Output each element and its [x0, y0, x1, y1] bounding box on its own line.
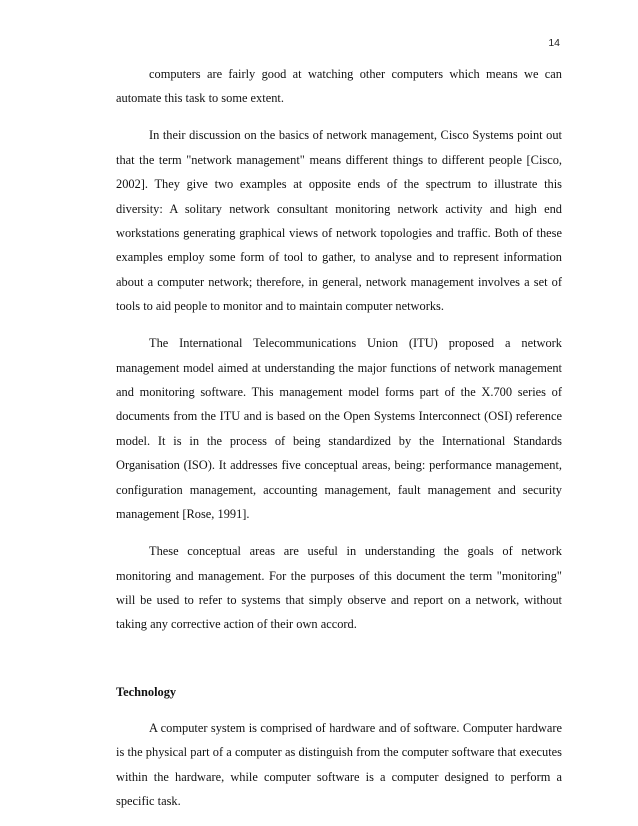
page-number: 14: [548, 37, 560, 49]
paragraph-conceptual-areas: These conceptual areas are useful in understanding the goals of network monitoring and management. For the purposes of this document the term "monitoring" will be used to refer to systems that simply observe and report on a network, without taking any corrective action of their own accord.: [116, 544, 562, 632]
paragraph-monitoring-automation: computers are fairly good at watching other computers which means we can automate this task to some extent.: [116, 67, 562, 106]
paragraph-cisco-network-management: In their discussion on the basics of network management, Cisco Systems point out that the term "network management" means different things to different people [Cisco, 2002]. They give two examples at opposite ends of the spectrum to illustrate this diversity: A solitary network consultant monitoring network activity and high end workstations generating graphical views of network topologies and traffic. Both of these examples employ some form of tool to gather, to analyse and to represent information about a computer network; therefore, in general, network management involves a set of tools to aid people to monitor and to maintain computer networks.: [116, 128, 562, 314]
body-text: [116, 62, 562, 813]
section-heading-technology: Technology: [116, 684, 177, 699]
paragraph-itu-management-model: The International Telecommunications Union (ITU) proposed a network management model aimed at understanding the major functions of network management and monitoring software. This management model forms part of the X.700 series of documents from the ITU and is based on the Open Systems Interconnect (OSI) reference model. It is in the process of being standardized by the International Standards Organisation (ISO). It addresses five conceptual areas, being: performance management, configuration management, accounting management, fault management and security management [Rose, 1991].: [116, 336, 562, 522]
paragraph-computer-system: A computer system is comprised of hardware and of software. Computer hardware is the physical part of a computer as distinguish from the computer software that executes within the hardware, while computer software is a computer designed to perform a specific task.: [116, 720, 562, 808]
